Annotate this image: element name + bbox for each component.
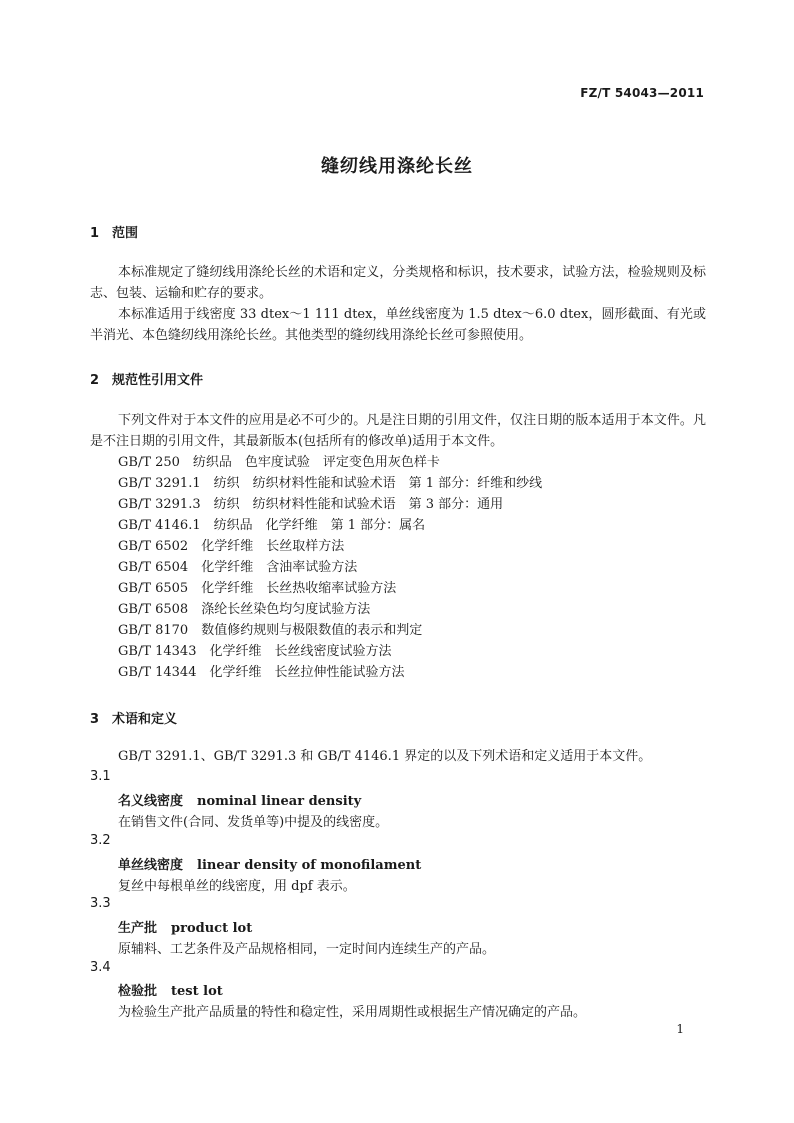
section-heading-scope <box>90 222 138 241</box>
reference-list <box>118 452 542 683</box>
section-number: 1 <box>90 226 100 241</box>
term-definition: 为检验生产批产品质量的特性和稳定性，采用周期性或根据生产情况确定的产品。 <box>118 1005 587 1020</box>
document-title: 缝纫线用涤纶长丝 <box>321 156 473 177</box>
term-english: product lot <box>171 921 253 936</box>
standard-number: FZ/T 54043—2011 <box>580 86 704 100</box>
term-number: 3.4 <box>90 960 111 975</box>
page-number: 1 <box>676 1022 684 1036</box>
reference-item: GB/T 6505 化学纤维 长丝热收缩率试验方法 <box>118 581 397 596</box>
reference-item: GB/T 4146.1 纺织品 化学纤维 第 1 部分：属名 <box>118 518 426 533</box>
term-number: 3.2 <box>90 833 111 848</box>
section-heading-normative-references <box>90 369 203 388</box>
reference-item: GB/T 6508 涤纶长丝染色均匀度试验方法 <box>118 602 371 617</box>
term-english: nominal linear density <box>197 794 362 809</box>
scope-paragraph-1: 本标准规定了缝纫线用涤纶长丝的术语和定义，分类规格和标识，技术要求，试验方法，检验规则及标志、包装、运输和贮存的要求。 <box>90 265 706 301</box>
scope-paragraph-2: 本标准适用于线密度 33 dtex～1 111 dtex，单丝线密度为 1.5 dtex～6.0 dtex，圆形截面、有光或半消光、本色缝纫线用涤纶长丝。其他类型的缝纫线用涤纶长丝可参照使用。 <box>90 307 706 343</box>
references-intro: 下列文件对于本文件的应用是必不可少的。凡是注日期的引用文件，仅注日期的版本适用于本文件。凡是不注日期的引用文件，其最新版本(包括所有的修改单)适用于本文件。 <box>90 413 706 449</box>
section-title: 规范性引用文件 <box>112 373 204 388</box>
reference-item: GB/T 3291.3 纺织 纺织材料性能和试验术语 第 3 部分：通用 <box>118 497 504 512</box>
term-heading <box>118 790 361 809</box>
term-definition: 复丝中每根单丝的线密度，用 dpf 表示。 <box>118 879 356 894</box>
term-chinese: 单丝线密度 <box>118 858 184 873</box>
term-english: test lot <box>171 984 223 999</box>
term-heading <box>118 917 252 936</box>
term-definition: 原辅料、工艺条件及产品规格相同，一定时间内连续生产的产品。 <box>118 942 496 957</box>
term-number: 3.3 <box>90 896 111 911</box>
term-chinese: 检验批 <box>118 984 158 999</box>
reference-item: GB/T 6504 化学纤维 含油率试验方法 <box>118 560 358 575</box>
reference-item: GB/T 14343 化学纤维 长丝线密度试验方法 <box>118 644 392 659</box>
term-english: linear density of monofilament <box>197 858 422 873</box>
reference-item: GB/T 8170 数值修约规则与极限数值的表示和判定 <box>118 623 423 638</box>
section-heading-terms-and-definitions <box>90 708 177 727</box>
section-title: 术语和定义 <box>112 712 178 727</box>
reference-item: GB/T 250 纺织品 色牢度试验 评定变色用灰色样卡 <box>118 455 440 470</box>
reference-item: GB/T 6502 化学纤维 长丝取样方法 <box>118 539 345 554</box>
section-title: 范围 <box>112 226 139 241</box>
term-heading <box>118 854 421 873</box>
reference-item: GB/T 3291.1 纺织 纺织材料性能和试验术语 第 1 部分：纤维和纱线 <box>118 476 543 491</box>
terms-intro: GB/T 3291.1、GB/T 3291.3 和 GB/T 4146.1 界定的以及下列术语和定义适用于本文件。 <box>118 749 652 764</box>
term-chinese: 名义线密度 <box>118 794 184 809</box>
reference-item: GB/T 14344 化学纤维 长丝拉伸性能试验方法 <box>118 665 405 680</box>
term-heading <box>118 980 223 999</box>
section-number: 3 <box>90 712 100 727</box>
term-definition: 在销售文件(合同、发货单等)中提及的线密度。 <box>118 815 389 830</box>
term-chinese: 生产批 <box>118 921 158 936</box>
section-number: 2 <box>90 373 100 388</box>
term-number: 3.1 <box>90 769 111 784</box>
